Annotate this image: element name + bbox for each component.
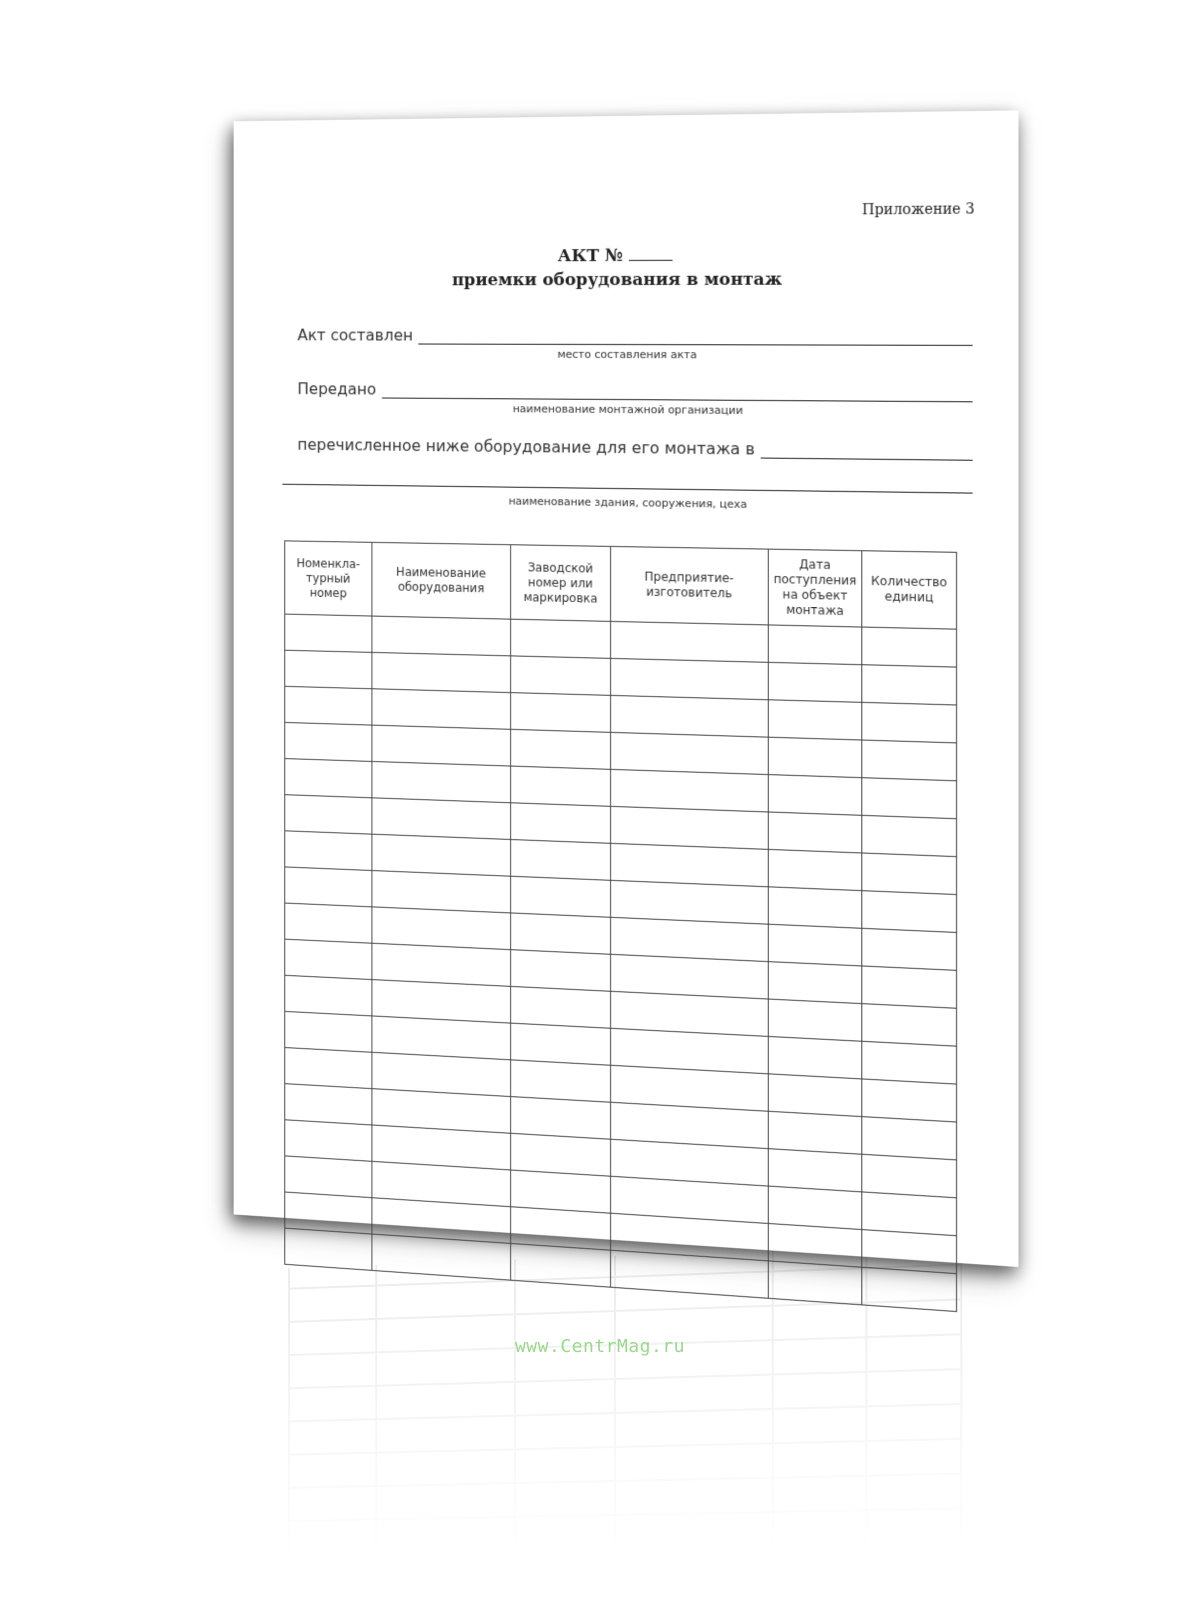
col-header-nomenclature: Номенкла-турный номер [285,541,372,616]
reflection-line [288,1473,960,1489]
table-cell [611,769,769,812]
table-cell [768,924,862,966]
table-cell [285,903,372,943]
reflection-line [960,1243,962,1551]
table-cell [285,1192,372,1234]
table-cell [285,867,372,907]
table-cell [862,928,957,970]
table-cell [372,798,511,840]
col-header-equipment-name: Наименование оборудования [372,542,511,619]
col-header-serial-number: Заводской номер или маркировка [511,545,611,622]
reflection-line [288,1268,290,1561]
table-cell [372,761,511,802]
table-cell [862,1079,957,1122]
col-header-arrival-date: Дата поступления на объект монтажа [768,549,862,627]
table-cell [511,656,611,695]
field-transferred-line [382,382,973,403]
table-cell [862,815,957,856]
table-cell [511,803,611,844]
field-act-compiled [297,326,972,346]
table-cell [862,1154,957,1198]
table-body [285,614,957,1311]
table-cell [285,795,372,834]
table-cell [285,759,372,798]
table-cell [768,775,862,816]
reflection-line [514,1260,516,1558]
table-cell [768,737,862,778]
reflection-line [288,1508,960,1523]
act-number-label: АКТ № [557,245,624,267]
table-cell [285,1084,372,1125]
table-cell [372,689,511,730]
field-act-compiled-label: Акт составлен [297,325,414,345]
field-act-compiled-line [419,328,973,346]
table-cell [768,662,862,702]
reflection-line [288,1542,960,1555]
hint-building-name: наименование здания, сооружения, цеха [508,494,748,511]
table-cell [285,939,372,979]
field-equipment-destination [297,435,972,461]
table-cell [862,1041,957,1084]
table-cell [372,652,511,692]
table-cell [285,975,372,1016]
table-cell [611,658,769,699]
table-cell [768,962,862,1004]
table-cell [768,1261,862,1305]
watermark-url: www.CentrMag.ru [514,1336,686,1357]
table-cell [862,1267,957,1311]
table-cell [862,891,957,933]
table-cell [511,839,611,880]
table-cell [511,619,611,658]
table-cell [862,1004,957,1047]
table-cell [768,1074,862,1117]
table-cell [372,616,511,656]
table-cell [611,732,769,774]
table-cell [511,1060,611,1102]
table-cell [285,1120,372,1162]
table-cell [372,871,511,913]
table-cell [768,1186,862,1229]
field-transferred-label: Передано [297,379,377,399]
table-cell [511,693,611,733]
table-cell [285,686,372,725]
table-cell [511,950,611,992]
reflection-line [614,1256,616,1556]
table-cell [862,1117,957,1160]
field-transferred [297,379,972,402]
hint-installer-org: наименование монтажной организации [512,402,743,417]
table-cell [285,1048,372,1089]
table-cell [372,725,511,766]
table-cell [768,1036,862,1078]
reflection-line [288,1438,960,1456]
col-header-manufacturer: Предприятие-изготовитель [611,546,769,625]
act-subtitle: приемки оборудования в монтаж [451,269,782,291]
table-cell [768,812,862,853]
reflection-line [288,1403,960,1422]
act-number-blank [629,244,673,261]
reflection-line [288,1368,960,1389]
field-equipment-destination-line [761,441,973,460]
table-cell [511,913,611,954]
table-cell [285,614,372,652]
table-cell [768,625,862,665]
table-cell [611,695,769,737]
table-cell [862,853,957,895]
table-cell [611,843,769,886]
table-cell [862,740,957,781]
hint-place-of-act: место составления акта [557,347,697,362]
table-cell [511,1243,611,1287]
table-cell [285,722,372,761]
table-cell [372,834,511,876]
table-cell [862,665,957,705]
table-cell [511,1097,611,1140]
col-header-quantity: Количество единиц [862,551,957,629]
act-number-line [234,242,1019,269]
table-cell [511,766,611,806]
table-cell [285,1228,372,1270]
equipment-table [284,540,957,1312]
table-cell [285,831,372,871]
document-title [234,242,1019,292]
table-cell [862,778,957,819]
table-cell [611,621,769,662]
table-cell [511,1023,611,1065]
table-cell [862,1192,957,1236]
table-cell [511,876,611,917]
table-cell [768,887,862,928]
table-cell [768,700,862,740]
table-cell [511,729,611,769]
table-cell [768,849,862,890]
table-cell [285,1156,372,1198]
table-cell [768,999,862,1041]
table-cell [768,1149,862,1192]
table-cell [511,1133,611,1176]
document-sheet [234,110,1019,1267]
table-cell [862,627,957,667]
table-cell [862,966,957,1008]
table-cell [862,702,957,743]
table-cell [285,1011,372,1052]
field-equipment-destination-label: перечисленное ниже оборудование для его монтажа в [297,435,755,459]
table-cell [768,1111,862,1154]
reflection-line [375,1265,377,1560]
table-cell [768,1223,862,1267]
table-cell [511,986,611,1028]
table-cell [611,806,769,849]
table-cell [285,650,372,689]
table-cell [862,1230,957,1274]
appendix-label: Приложение 3 [861,201,975,219]
